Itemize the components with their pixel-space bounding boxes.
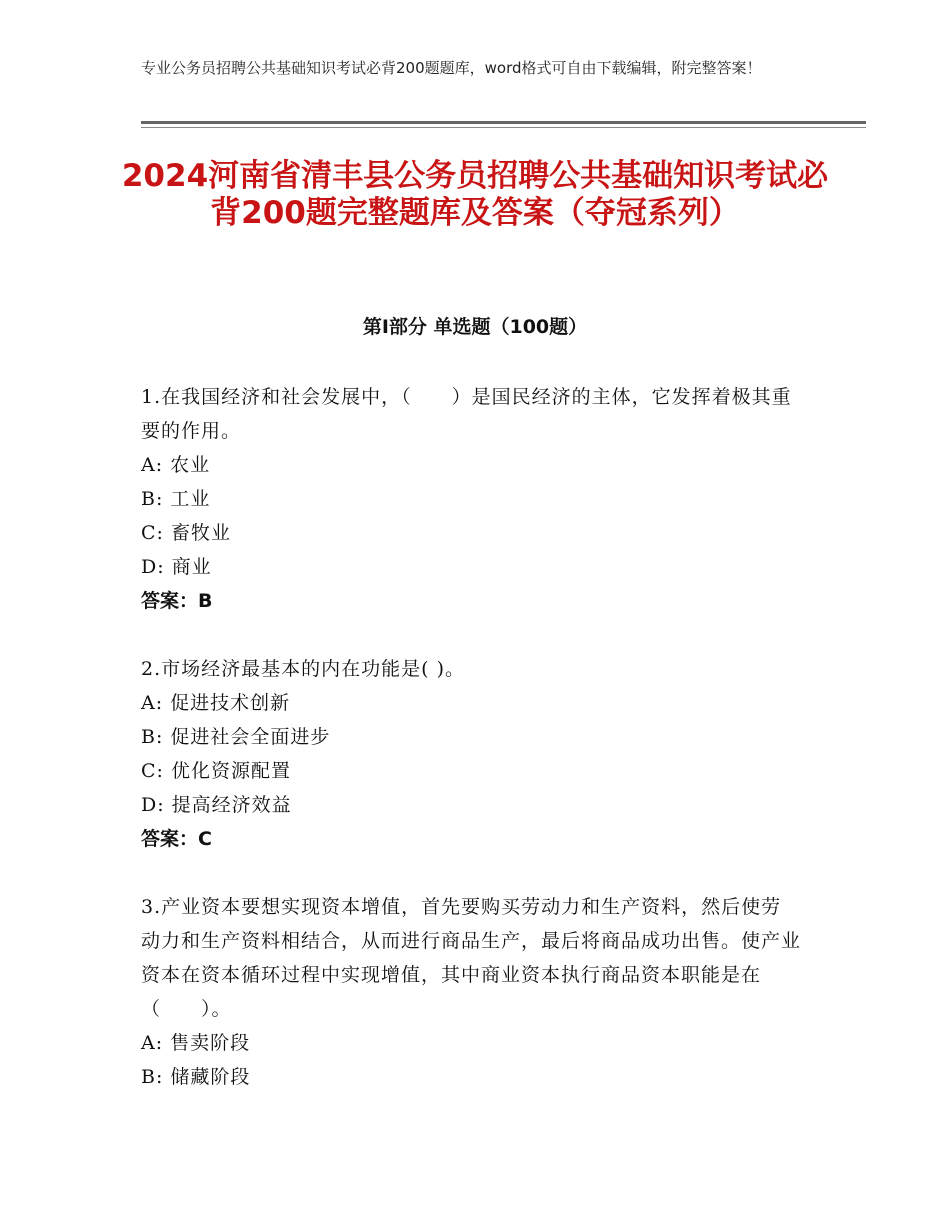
document-title: 2024河南省清丰县公务员招聘公共基础知识考试必背200题完整题库及答案（夺冠系列） bbox=[121, 158, 829, 231]
question-stem: 1.在我国经济和社会发展中，（ ）是国民经济的主体，它发挥着极其重要的作用。 bbox=[141, 386, 792, 442]
option-b: B: 储藏阶段 bbox=[141, 1066, 251, 1088]
question-2 bbox=[141, 652, 801, 856]
answer: 答案：B bbox=[141, 590, 213, 612]
question-3 bbox=[141, 890, 801, 1094]
option-d: D: 商业 bbox=[141, 556, 212, 578]
section-title: 第Ⅰ部分 单选题（100题） bbox=[362, 316, 588, 338]
header-divider-thin bbox=[141, 127, 866, 128]
question-list bbox=[141, 380, 801, 1128]
option-a: A: 售卖阶段 bbox=[141, 1032, 251, 1054]
option-c: C: 优化资源配置 bbox=[141, 760, 291, 782]
option-c: C: 畜牧业 bbox=[141, 522, 231, 544]
question-1 bbox=[141, 380, 801, 618]
option-a: A: 促进技术创新 bbox=[141, 692, 291, 714]
option-b: B: 工业 bbox=[141, 488, 211, 510]
option-d: D: 提高经济效益 bbox=[141, 794, 292, 816]
header-divider bbox=[141, 121, 866, 124]
question-stem: 3.产业资本要想实现资本增值，首先要购买劳动力和生产资料，然后使劳动力和生产资料相结合，从而进行商品生产，最后将商品成功出售。使产业资本在资本循环过程中实现增值，其中商业资本执行商品资本职能是在（ ）。 bbox=[141, 896, 802, 1020]
header-note: 专业公务员招聘公共基础知识考试必背200题题库，word格式可自由下载编辑，附完整答案！ bbox=[141, 59, 762, 77]
option-b: B: 促进社会全面进步 bbox=[141, 726, 331, 748]
answer: 答案：C bbox=[141, 828, 212, 850]
option-a: A: 农业 bbox=[141, 454, 211, 476]
question-stem: 2.市场经济最基本的内在功能是( )。 bbox=[141, 658, 465, 680]
